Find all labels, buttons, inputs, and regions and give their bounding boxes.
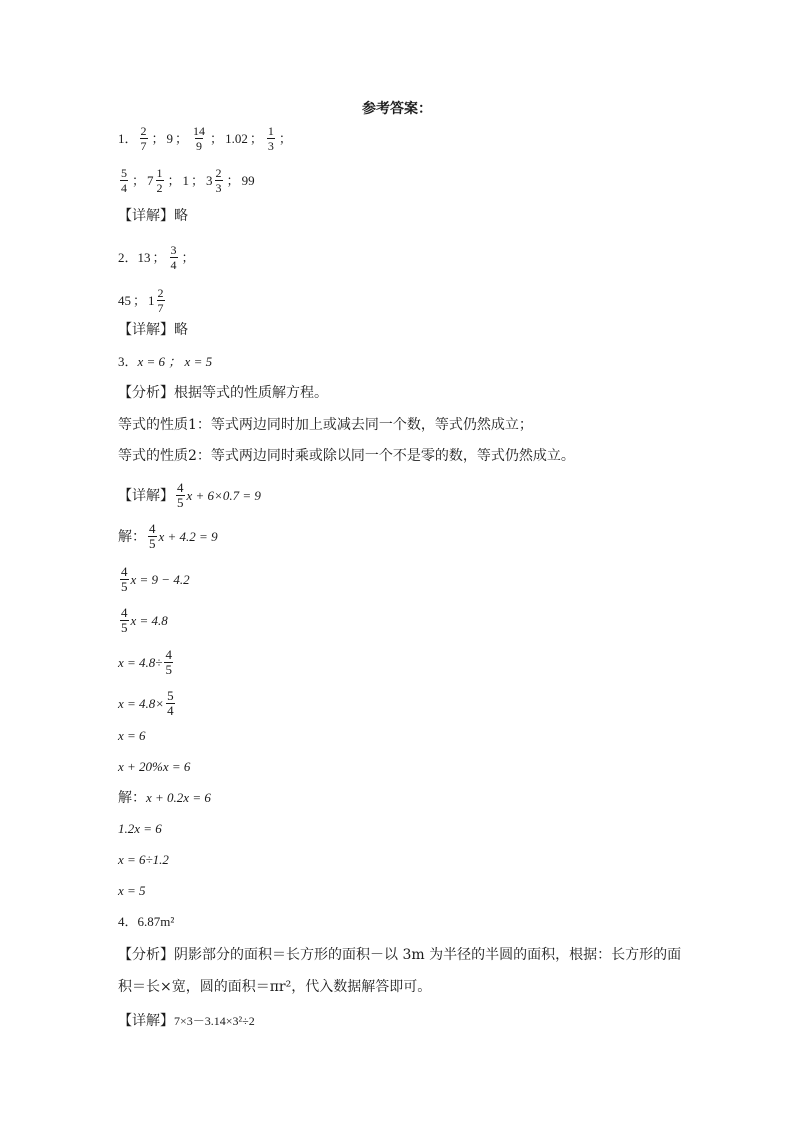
q3-eq2-step-4: x = 5 [118,883,146,898]
fraction: $\frac{5}{4}$ [167,688,174,718]
page-title: 参考答案： [362,101,432,117]
q1-answers-line1: 1． $\frac{2}{7}$ ； 9 ； $\frac{14}{9}$ ； 1.02 ； $\frac{1}{3}$ ； [118,124,292,153]
q2-answers-line2: 45 ； 1 $\frac{2}{7}$ [118,286,167,315]
q3-step-3: $\frac{4}{5}$ x = 4.8 [121,605,168,635]
fraction: $\frac{1}{3}$ [267,124,274,153]
q4-analysis-line1: 【分析】 阴影部分的面积＝长方形的面积－以 3m 为半径的半圆的面积，根据：长方形的面 [118,947,682,963]
q4-detail: 【详解】 7×3－3.14×3²÷2 [118,1013,255,1029]
q3-step-6: x = 6 [118,728,146,743]
q3-equation-1: 【详解】 $\frac{4}{5}$ x + 6×0.7 = 9 [118,480,261,510]
question-number: 1． [118,130,138,146]
q2-answers-line1: 2． 13 ； $\frac{3}{4}$ ； [118,243,195,272]
q3-answer: 3． x = 6 ； x = 5 [118,354,213,369]
fraction: $\frac{3}{4}$ [170,243,177,272]
fraction: $\frac{4}{5}$ [149,521,156,551]
question-number: 4． [118,914,138,929]
fraction: $\frac{4}{5}$ [177,480,184,510]
q2-detail: 【详解】 略 [118,322,188,338]
question-number: 3． [118,354,138,369]
fraction: $\frac{4}{5}$ [165,647,172,677]
q3-property-2: 等式的性质2：等式两边同时乘或除以同一个不是零的数，等式仍然成立。 [118,448,575,464]
q3-step-2: $\frac{4}{5}$ x = 9 − 4.2 [121,564,190,594]
q4-analysis-line2: 积＝长×宽，圆的面积＝πr²，代入数据解答即可。 [118,979,432,995]
fraction: $\frac{5}{4}$ [121,166,127,195]
q3-eq2-step-2: 1.2x = 6 [118,821,162,836]
mixed-number: 3 $\frac{2}{3}$ [206,166,222,195]
q1-detail: 【详解】 略 [118,208,188,224]
q3-eq2-step-3: x = 6÷1.2 [118,852,169,867]
q3-step-5: x = 4.8× $\frac{5}{4}$ [118,688,174,718]
q3-analysis: 【分析】 根据等式的性质解方程。 [118,385,328,401]
fraction: $\frac{14}{9}$ [193,124,206,153]
q3-property-1: 等式的性质1：等式两边同时加上或减去同一个数，等式仍然成立； [118,417,533,433]
q4-answer: 4． 6.87m² [118,914,175,929]
fraction: $\frac{4}{5}$ [121,605,128,635]
q1-answers-line2: $\frac{5}{4}$ ； 7 $\frac{1}{2}$ ； 1 ； 3 $\frac{2}{3}$ ； 99 [121,166,255,195]
q3-step-4: x = 4.8÷ $\frac{4}{5}$ [118,647,172,677]
fraction: $\frac{2}{7}$ [140,124,147,153]
mixed-number: 1 $\frac{2}{7}$ [148,286,164,315]
question-number: 2． [118,249,138,265]
mixed-number: 7 $\frac{1}{2}$ [147,166,163,195]
q3-equation-2: x + 20%x = 6 [118,759,191,774]
fraction: $\frac{4}{5}$ [121,564,128,594]
q3-eq2-step-1: 解： x + 0.2x = 6 [118,790,211,806]
q3-step-1: 解： $\frac{4}{5}$ x + 4.2 = 9 [118,521,218,551]
